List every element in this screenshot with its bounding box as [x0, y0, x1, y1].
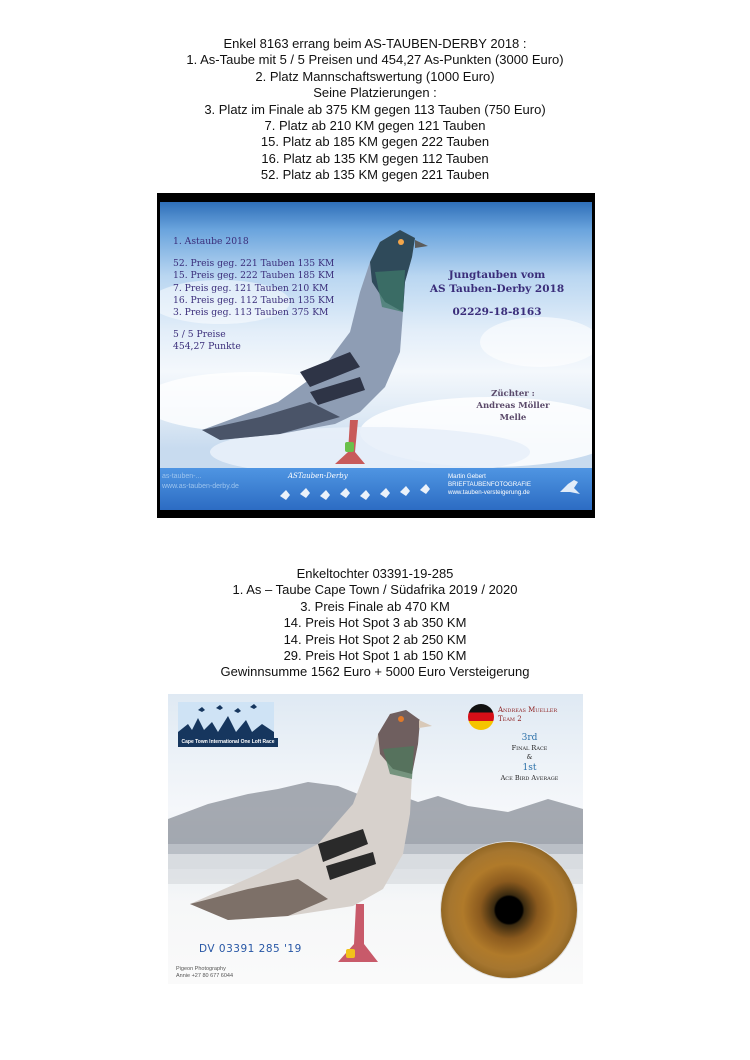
team-number: Team 2	[498, 715, 522, 723]
card-heading	[422, 268, 572, 318]
team-name: Andreas Mueller	[498, 706, 558, 714]
text-line: 1. As-Taube mit 5 / 5 Preisen und 454,27 As-Punkten (3000 Euro)	[186, 52, 564, 68]
heading-line-1: Jungtauben vom	[448, 269, 546, 281]
card-footer	[160, 468, 592, 510]
ring-number: 02229-18-8163	[452, 306, 542, 318]
pigeon-photo-card-1	[157, 193, 595, 518]
breeder-name: Andreas Möller	[476, 401, 550, 411]
breeder-info	[458, 388, 568, 424]
photographer-name: Martin Gebert	[448, 473, 486, 480]
photographer-title: BRIEFTAUBENFOTOGRAFIE	[448, 481, 531, 488]
result-item: 52. Preis geg. 221 Tauben 135 KM	[173, 258, 335, 270]
breeder-city: Melle	[499, 413, 527, 423]
photo-credit	[176, 966, 233, 980]
text-line: 14. Preis Hot Spot 2 ab 250 KM	[283, 631, 467, 647]
points-text: 454,27 Punkte	[173, 341, 241, 353]
result-amp: &	[526, 753, 533, 761]
result-label-1: Final Race	[511, 744, 548, 752]
breeder-label: Züchter :	[491, 389, 535, 399]
result-item: 16. Preis geg. 112 Tauben 135 KM	[173, 294, 335, 306]
credit-phone: Annie +27 80 677 6044	[176, 973, 234, 979]
result-item: 15. Preis geg. 222 Tauben 185 KM	[173, 270, 335, 282]
text-line: Enkeltochter 03391-19-285	[296, 566, 454, 581]
derby-logo-text: ASTauben-Derby	[288, 472, 348, 480]
photographer-url: www.tauben-versteigerung.de	[448, 489, 530, 496]
results-list	[173, 236, 334, 354]
text-line: 7. Platz ab 210 KM gegen 121 Tauben	[264, 118, 486, 134]
race-result	[482, 732, 577, 783]
germany-flag-icon	[468, 704, 494, 730]
prizes-text: 5 / 5 Preise	[173, 329, 226, 341]
photo-background	[160, 202, 592, 510]
text-line: 15. Platz ab 185 KM gegen 222 Tauben	[260, 134, 490, 150]
text-line: 29. Preis Hot Spot 1 ab 150 KM	[283, 648, 467, 664]
pigeon-logo-icon	[556, 474, 584, 502]
result-place-1: 3rd	[521, 733, 538, 743]
pigeon-eye-image	[441, 842, 577, 978]
footer-website	[162, 472, 239, 492]
text-line: 52. Platz ab 135 KM gegen 221 Tauben	[260, 167, 490, 183]
ring-number: DV 03391 285 '19	[199, 943, 302, 955]
credit-title: Pigeon Photography	[176, 966, 226, 972]
result-label-2: Ace Bird Average	[500, 774, 559, 782]
text-line: 2. Platz Mannschaftswertung (1000 Euro)	[255, 68, 495, 84]
text-line: Gewinnsumme 1562 Euro + 5000 Euro Versteigerung	[220, 664, 530, 680]
race-name: Cape Town International One Loft Race	[178, 738, 278, 747]
text-line: Seine Platzierungen :	[313, 85, 437, 101]
text-line: 16. Platz ab 135 KM gegen 112 Tauben	[261, 150, 489, 166]
text-line: 3. Platz im Finale ab 375 KM gegen 113 Tauben (750 Euro)	[204, 101, 546, 117]
result-place-2: 1st	[522, 763, 537, 773]
photographer-credit	[448, 473, 531, 497]
pigeon-photo-card-2	[168, 694, 583, 984]
footer-text-2: www.as-tauben-derby.de	[162, 483, 239, 490]
text-line: 1. As – Taube Cape Town / Südafrika 2019 / 2020	[232, 582, 518, 598]
footer-text-1: as-tauben-...	[162, 473, 202, 480]
result-item: 3. Preis geg. 113 Tauben 375 KM	[173, 307, 329, 319]
flying-pigeons-icon	[275, 482, 435, 506]
results-title: 1. Astaube 2018	[173, 236, 249, 247]
text-line: 14. Preis Hot Spot 3 ab 350 KM	[283, 615, 467, 631]
result-item: 7. Preis geg. 121 Tauben 210 KM	[173, 282, 329, 294]
cape-town-results-text	[0, 566, 750, 681]
heading-line-2: AS Tauben-Derby 2018	[429, 283, 565, 295]
text-line: Enkel 8163 errang beim AS-TAUBEN-DERBY 2018 :	[223, 36, 527, 51]
derby-results-text	[0, 36, 750, 184]
text-line: 3. Preis Finale ab 470 KM	[300, 598, 450, 614]
team-info	[498, 706, 557, 724]
